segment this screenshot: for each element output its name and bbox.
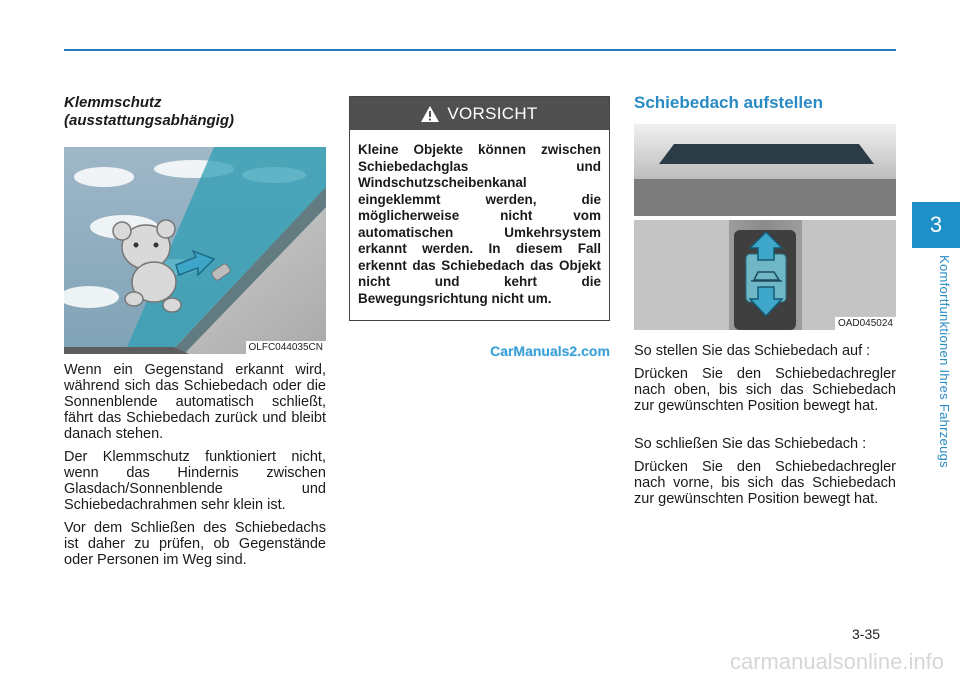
paragraph-open-intro: So stellen Sie das Schiebedach auf : (634, 343, 871, 359)
paragraph-open-step: Drücken Sie den Schiebedachregler nach oben, bis sich das Schiebedach zur gewünschten Position bewegt hat. (634, 366, 896, 414)
sunroof-switch-illustration (634, 124, 896, 330)
caution-box (349, 96, 610, 321)
top-rule (64, 49, 896, 51)
sunroof-switch-figure (634, 124, 896, 330)
section-title: Schiebedach aufstellen (634, 93, 823, 112)
paragraph-1: Wenn ein Gegenstand erkannt wird, während sich das Schiebedach oder die Sonnenblende automatisch schließt, fährt das Schiebedach zurück und bleibt danach stehen. (64, 362, 326, 442)
caution-title: VORSICHT (447, 103, 538, 123)
watermark: CarManuals2.com (490, 343, 610, 359)
warning-triangle-icon (421, 106, 439, 122)
sunroof-illustration (64, 147, 326, 354)
left-column (64, 94, 326, 575)
caution-text: Kleine Objekte können zwischen Schiebedachglas und Windschutzscheibenkanal eingeklemmt werden, die möglicherweise nicht vom automatischen Umkehrsystem erkannt werden. In diesem Fall erkennt das Schiebedach das Objekt nicht und kehrt die Bewegungsrichtung nicht um. (358, 142, 601, 306)
paragraph-close-intro: So schließen Sie das Schiebedach : (634, 436, 867, 452)
footer-watermark: carmanualsonline.info (600, 648, 960, 676)
caution-header (350, 97, 609, 130)
paragraph-close-step: Drücken Sie den Schiebedachregler nach vorne, bis sich das Schiebedach zur gewünschten Position bewegt hat. (634, 459, 896, 507)
sunroof-figure (64, 147, 326, 354)
right-column (634, 94, 896, 514)
paragraph-2: Der Klemmschutz funktioniert nicht, wenn das Hindernis zwischen Glasdach/Sonnenblende und Schiebedachrahmen sehr klein ist. (64, 449, 326, 513)
page-number: 3-35 (852, 626, 881, 642)
pinch-protection-heading: Klemmschutz (ausstattungsabhängig) (64, 94, 235, 129)
figure-code: OLFC044035CN (246, 341, 326, 354)
figure-code-2: OAD045024 (835, 317, 896, 330)
paragraph-3: Vor dem Schließen des Schiebedachs ist daher zu prüfen, ob Gegenstände oder Personen im Weg sind. (64, 520, 326, 568)
chapter-title: Komfortfunktionen Ihres Fahrzeugs (937, 255, 952, 468)
chapter-tab: 3 (912, 202, 960, 248)
